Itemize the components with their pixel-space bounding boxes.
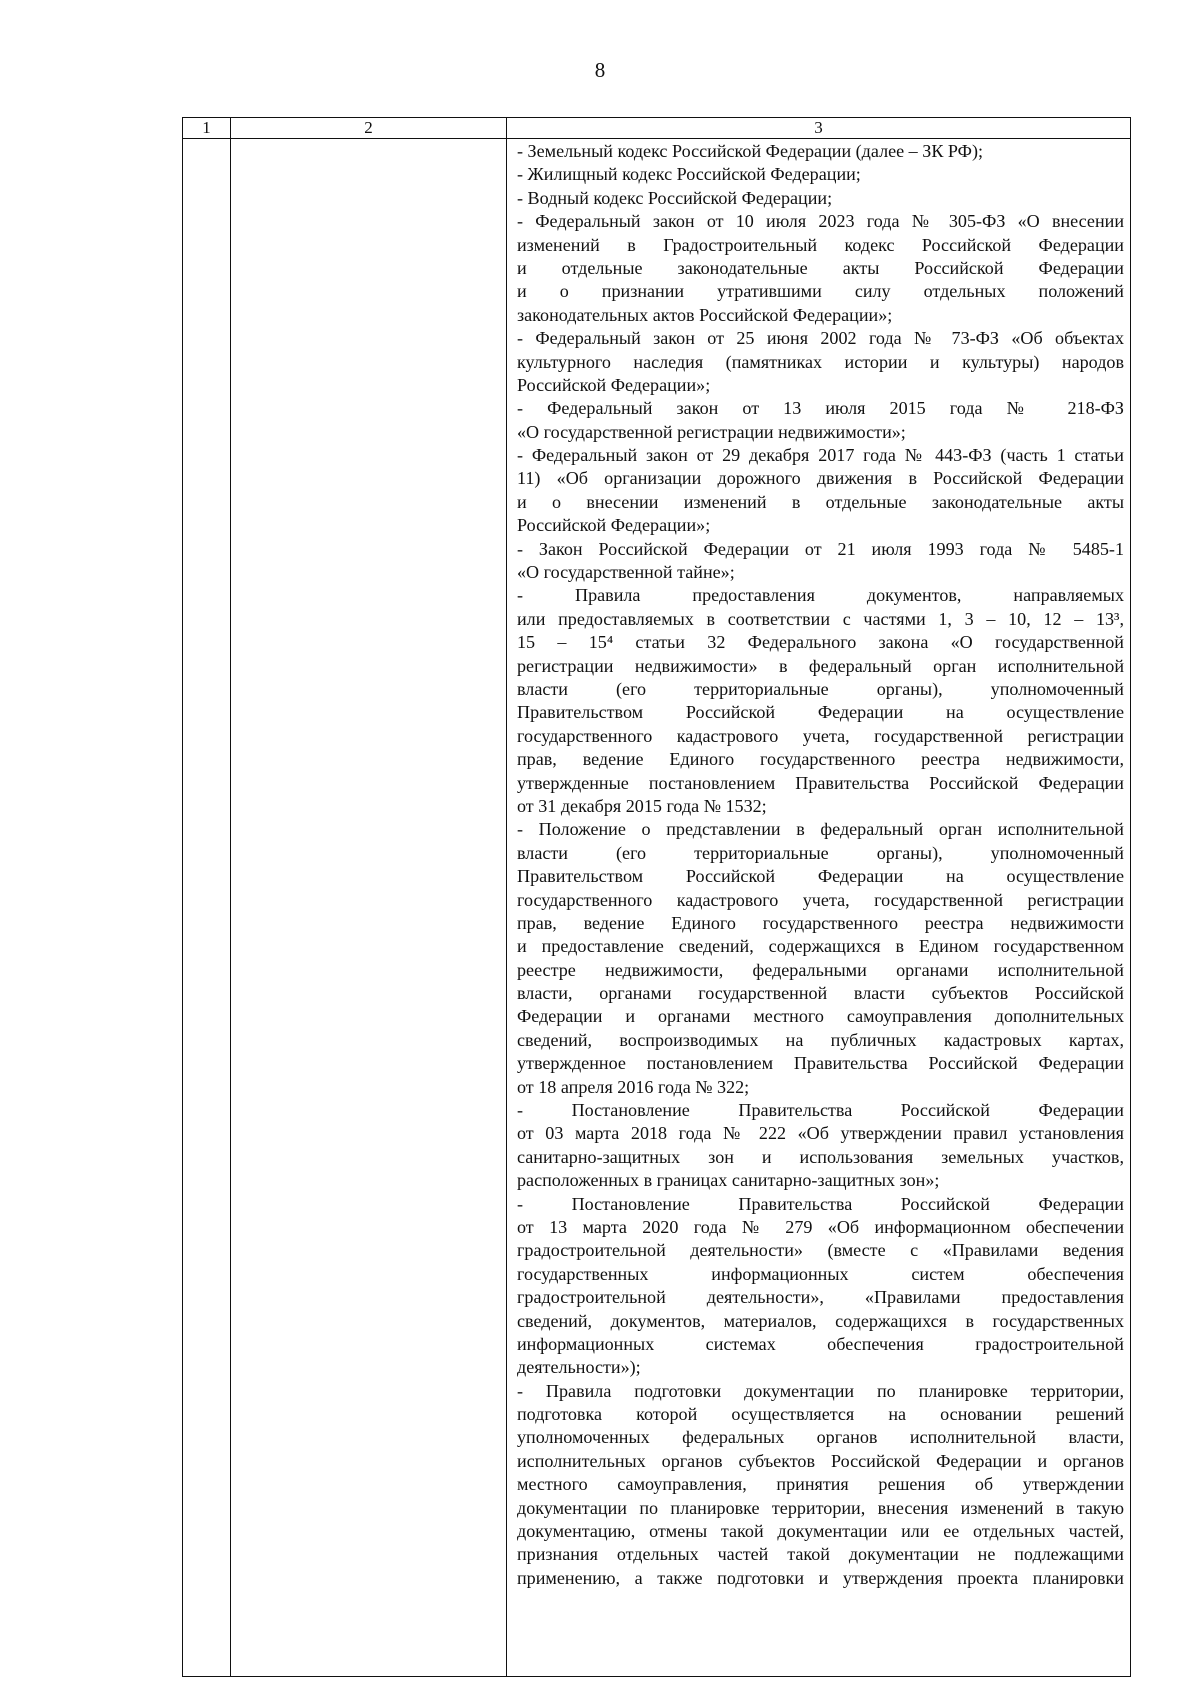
text-line: государственных информационных систем обеспечения	[517, 1263, 1124, 1284]
text-line: законодательных актов Российской Федерации»;	[517, 304, 893, 325]
text-line: и о признании утратившими силу отдельных положений	[517, 281, 1124, 302]
text-line: Правительством Российской Федерации на осуществление	[517, 702, 1124, 723]
text-line: уполномоченных федеральных органов исполнительной власти,	[517, 1427, 1124, 1448]
text-line: прав, ведение Единого государственного реестра недвижимости,	[517, 749, 1124, 770]
text-line: от 18 апреля 2016 года № 322;	[517, 1076, 750, 1097]
text-line: - Земельный кодекс Российской Федерации (далее – ЗК РФ);	[517, 141, 984, 161]
text-line: Российской Федерации»;	[517, 515, 711, 536]
text-line: - Правила подготовки документации по планировке территории,	[517, 1380, 1124, 1401]
text-line: - Жилищный кодекс Российской Федерации;	[517, 164, 861, 185]
legal-acts-list	[507, 139, 1130, 1590]
cell-col3	[507, 139, 1131, 1677]
text-line: власти, органами государственной власти субъектов Российской	[517, 983, 1124, 1004]
text-line: власти (его территориальные органы), уполномоченный	[517, 842, 1124, 863]
text-line: местного самоуправления, принятия решения об утверждении	[517, 1474, 1124, 1495]
text-line: «О государственной тайне»;	[517, 562, 735, 583]
cell-col2	[231, 139, 507, 1677]
table-row	[183, 139, 1131, 1677]
text-line: - Федеральный закон от 25 июня 2002 года № 73-ФЗ «Об объектах	[517, 328, 1124, 349]
text-line: деятельности»);	[517, 1357, 641, 1378]
text-line: от 13 марта 2020 года № 279 «Об информационном обеспечении	[517, 1216, 1124, 1237]
text-line: - Правила предоставления документов, направляемых	[517, 585, 1124, 606]
text-line: культурного наследия (памятниках истории и культуры) народов	[517, 351, 1124, 372]
text-line: «О государственной регистрации недвижимости»;	[517, 421, 906, 442]
text-line: подготовка которой осуществляется на основании решений	[517, 1404, 1124, 1425]
text-line: и предоставление сведений, содержащихся в Едином государственном	[517, 936, 1124, 957]
text-line: градостроительной деятельности» (вместе с «Правилами ведения	[517, 1240, 1124, 1261]
text-line: утвержденные постановлением Правительства Российской Федерации	[517, 772, 1124, 793]
text-line: градостроительной деятельности», «Правилами предоставления	[517, 1287, 1124, 1308]
text-line: власти (его территориальные органы), уполномоченный	[517, 678, 1124, 699]
text-line: утвержденное постановлением Правительства Российской Федерации	[517, 1053, 1124, 1074]
text-line: от 31 декабря 2015 года № 1532;	[517, 795, 767, 816]
column-header-3: 3	[507, 118, 1131, 139]
text-line: прав, ведение Единого государственного реестра недвижимости	[517, 912, 1124, 933]
text-line: и о внесении изменений в отдельные законодательные акты	[517, 491, 1124, 512]
text-line: - Федеральный закон от 10 июля 2023 года № 305-ФЗ «О внесении	[517, 211, 1124, 232]
text-line: Правительством Российской Федерации на осуществление	[517, 866, 1124, 887]
text-line: - Федеральный закон от 13 июля 2015 года № 218-ФЗ	[517, 398, 1124, 419]
column-header-1: 1	[183, 118, 231, 139]
table-header-row	[183, 118, 1131, 139]
text-line: санитарно-защитных зон и использования земельных участков,	[517, 1146, 1124, 1167]
text-line: расположенных в границах санитарно-защитных зон»;	[517, 1170, 940, 1191]
text-line: документацию, отмены такой документации или ее отдельных частей,	[517, 1521, 1124, 1542]
text-line: - Постановление Правительства Российской Федерации	[517, 1100, 1124, 1121]
text-line: реестре недвижимости, федеральными органами исполнительной	[517, 959, 1124, 980]
text-line: Российской Федерации»;	[517, 374, 711, 395]
text-line: 15 – 15⁴ статьи 32 Федерального закона «О государственной	[517, 632, 1124, 653]
text-line: Федерации и органами местного самоуправления дополнительных	[517, 1006, 1124, 1027]
text-line: - Федеральный закон от 29 декабря 2017 года № 443-ФЗ (часть 1 статьи	[517, 445, 1124, 466]
text-line: государственного кадастрового учета, государственной регистрации	[517, 889, 1124, 910]
text-line: изменений в Градостроительный кодекс Российской Федерации	[517, 234, 1124, 255]
text-line: или предоставляемых в соответствии с частями 1, 3 – 10, 12 – 13³,	[517, 608, 1124, 629]
document-table	[182, 117, 1131, 1677]
text-line: 11) «Об организации дорожного движения в Российской Федерации	[517, 468, 1124, 489]
text-line: сведений, документов, материалов, содержащихся в государственных	[517, 1310, 1124, 1331]
text-line: и отдельные законодательные акты Российской Федерации	[517, 257, 1124, 278]
text-line: исполнительных органов субъектов Российской Федерации и органов	[517, 1450, 1124, 1471]
text-line: государственного кадастрового учета, государственной регистрации	[517, 725, 1124, 746]
text-line: - Положение о представлении в федеральный орган исполнительной	[517, 819, 1124, 840]
text-line: - Водный кодекс Российской Федерации;	[517, 187, 833, 208]
text-line: документации по планировке территории, внесения изменений в такую	[517, 1497, 1124, 1518]
text-line: признания отдельных частей такой документации не подлежащими	[517, 1544, 1124, 1565]
page-number: 8	[594, 58, 606, 82]
text-line: - Постановление Правительства Российской Федерации	[517, 1193, 1124, 1214]
text-line: от 03 марта 2018 года № 222 «Об утверждении правил установления	[517, 1123, 1124, 1144]
text-line: сведений, воспроизводимых на публичных кадастровых картах,	[517, 1029, 1124, 1050]
text-line: - Закон Российской Федерации от 21 июля 1993 года № 5485-1	[517, 538, 1124, 559]
text-line: информационных системах обеспечения градостроительной	[517, 1333, 1124, 1354]
cell-col1	[183, 139, 231, 1677]
column-header-2: 2	[231, 118, 507, 139]
text-line: применению, а также подготовки и утверждения проекта планировки	[517, 1567, 1124, 1588]
text-line: регистрации недвижимости» в федеральный орган исполнительной	[517, 655, 1124, 676]
